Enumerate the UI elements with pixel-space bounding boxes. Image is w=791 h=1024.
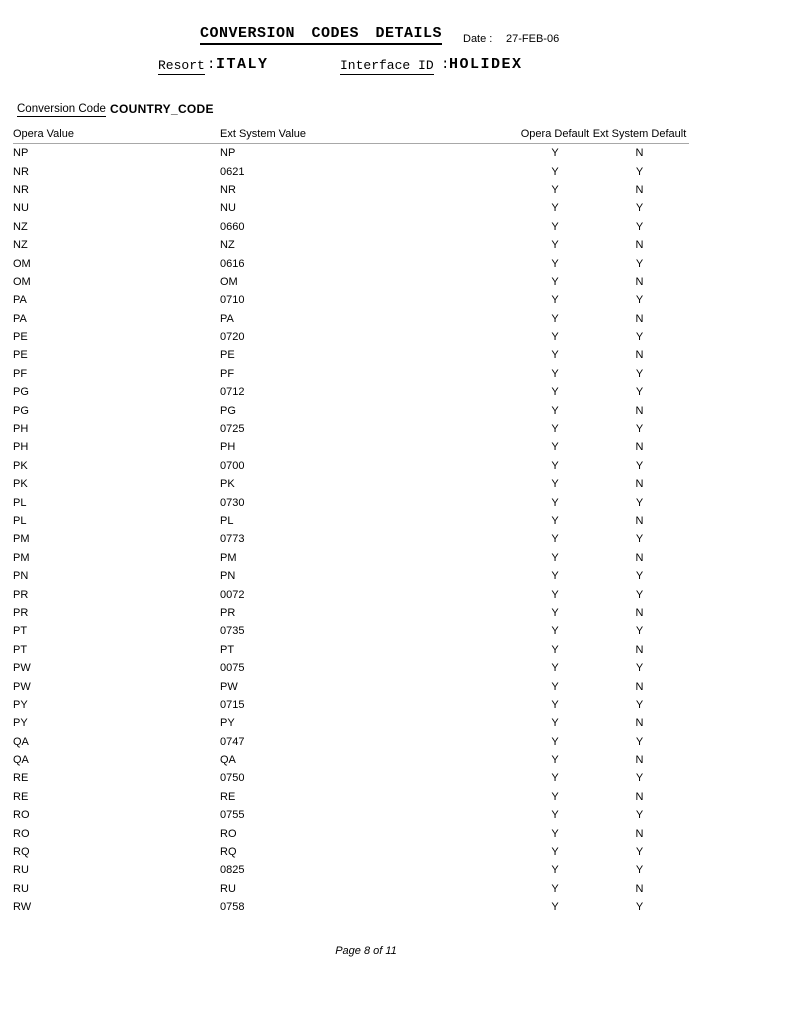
table-row [13, 861, 689, 879]
cell-opera-default: Y [551, 294, 559, 307]
cell-opera-value: PW [13, 680, 31, 693]
page-number: Page 8 of 11 [335, 945, 397, 957]
cell-ext-system-default: N [635, 404, 644, 417]
cell-opera-value: RE [13, 790, 29, 803]
cell-opera-value: RE [13, 772, 29, 785]
cell-opera-value: PW [13, 662, 31, 675]
cell-opera-default: Y [551, 404, 559, 417]
cell-ext-system-value: 0730 [220, 496, 245, 509]
table-row [13, 549, 689, 567]
cell-ext-system-default: N [635, 551, 644, 564]
cell-ext-system-default: N [635, 717, 644, 730]
cell-ext-system-default: Y [635, 331, 644, 344]
cell-ext-system-value: PL [220, 515, 234, 527]
cell-opera-default: Y [551, 827, 559, 840]
cell-ext-system-value: 0660 [220, 220, 245, 233]
table-row [13, 714, 689, 732]
cell-opera-default: Y [551, 882, 559, 895]
table-row [13, 457, 689, 475]
cell-opera-value: RQ [13, 846, 30, 859]
cell-opera-default: Y [551, 662, 559, 675]
cell-opera-default: Y [551, 312, 559, 325]
cell-opera-default: Y [551, 790, 559, 803]
cell-opera-value: PE [13, 331, 28, 344]
table-row [13, 733, 689, 751]
cell-ext-system-default: Y [635, 459, 644, 472]
cell-opera-default: Y [551, 754, 559, 767]
cell-ext-system-value: PK [220, 478, 235, 491]
cell-ext-system-default: Y [635, 386, 644, 399]
cell-opera-value: QA [13, 735, 29, 748]
cell-ext-system-value: PA [220, 312, 234, 325]
cell-ext-system-value: NZ [220, 239, 235, 252]
table-row [13, 769, 689, 787]
cell-ext-system-default: N [635, 349, 644, 362]
cell-ext-system-default: N [635, 790, 644, 803]
cell-opera-value: QA [13, 754, 29, 767]
conversion-table [13, 126, 689, 916]
cell-opera-default: Y [551, 202, 559, 215]
cell-ext-system-value: QA [220, 754, 236, 767]
cell-ext-system-default: Y [635, 809, 644, 822]
cell-ext-system-value: 0616 [220, 257, 245, 270]
conversion-table-body [13, 144, 689, 917]
cell-opera-default: Y [551, 349, 559, 362]
table-row [13, 144, 689, 163]
table-row [13, 641, 689, 659]
interface-id-value: HOLIDEX [449, 56, 523, 73]
cell-opera-value: PT [13, 625, 28, 638]
cell-ext-system-default: N [635, 827, 644, 840]
cell-ext-system-default: N [635, 147, 644, 160]
cell-ext-system-default: Y [635, 165, 644, 178]
cell-ext-system-default: N [635, 275, 644, 288]
cell-ext-system-value: OM [220, 275, 238, 288]
cell-opera-default: Y [551, 735, 559, 748]
table-row [13, 493, 689, 511]
cell-opera-value: PH [13, 423, 29, 436]
page-title: CONVERSION CODES DETAILS [200, 25, 442, 45]
cell-ext-system-value: 0825 [220, 864, 245, 877]
cell-opera-default: Y [551, 643, 559, 656]
cell-opera-default: Y [551, 147, 559, 160]
cell-ext-system-value: PR [220, 606, 236, 619]
cell-opera-value: PM [13, 551, 30, 564]
cell-opera-value: PL [13, 496, 27, 509]
cell-ext-system-value: 0712 [220, 386, 245, 399]
cell-ext-system-value: 0072 [220, 588, 245, 601]
cell-opera-default: Y [551, 423, 559, 436]
table-row [13, 236, 689, 254]
cell-opera-default: Y [551, 367, 559, 380]
cell-ext-system-value: RQ [220, 846, 237, 859]
column-header-ext-system-default: Ext System Default [590, 126, 689, 144]
cell-ext-system-value: PT [220, 643, 235, 656]
cell-ext-system-default: N [635, 680, 644, 693]
table-row [13, 567, 689, 585]
cell-ext-system-default: Y [635, 735, 644, 748]
table-row [13, 880, 689, 898]
cell-opera-default: Y [551, 551, 559, 564]
cell-ext-system-default: Y [635, 423, 644, 436]
cell-ext-system-default: Y [635, 294, 644, 307]
cell-ext-system-default: N [635, 478, 644, 491]
cell-opera-value: RO [13, 809, 30, 822]
cell-opera-value: PK [13, 478, 28, 491]
table-row [13, 328, 689, 346]
cell-opera-default: Y [551, 864, 559, 877]
table-row [13, 162, 689, 180]
table-row [13, 806, 689, 824]
cell-ext-system-default: Y [635, 772, 644, 785]
table-row [13, 199, 689, 217]
table-row [13, 273, 689, 291]
cell-opera-value: PH [13, 441, 29, 454]
table-row [13, 254, 689, 272]
cell-ext-system-default: N [635, 515, 644, 527]
cell-ext-system-value: 0758 [220, 901, 245, 914]
cell-opera-default: Y [551, 386, 559, 399]
cell-opera-default: Y [551, 331, 559, 344]
table-row [13, 824, 689, 842]
table-row [13, 659, 689, 677]
cell-opera-value: RU [13, 882, 29, 895]
cell-ext-system-default: N [635, 754, 644, 767]
column-header-opera-default: Opera Default [520, 126, 590, 144]
cell-ext-system-value: PH [220, 441, 236, 454]
cell-ext-system-default: N [635, 882, 644, 895]
cell-ext-system-value: 0750 [220, 772, 245, 785]
cell-opera-default: Y [551, 441, 559, 454]
cell-ext-system-default: Y [635, 846, 644, 859]
cell-opera-value: PY [13, 717, 28, 730]
cell-ext-system-value: PE [220, 349, 235, 362]
cell-opera-value: NP [13, 147, 29, 160]
cell-ext-system-default: Y [635, 257, 644, 270]
cell-ext-system-value: PF [220, 367, 235, 380]
cell-opera-default: Y [551, 478, 559, 491]
cell-opera-value: PA [13, 294, 27, 307]
cell-opera-value: PR [13, 606, 29, 619]
cell-opera-default: Y [551, 533, 559, 546]
cell-opera-value: PR [13, 588, 29, 601]
cell-ext-system-default: Y [635, 533, 644, 546]
date-value: 27-FEB-06 [506, 33, 560, 45]
cell-opera-value: PF [13, 367, 28, 380]
cell-opera-default: Y [551, 588, 559, 601]
resort-label: Resort [158, 58, 205, 73]
cell-opera-value: RU [13, 864, 29, 877]
table-row [13, 291, 689, 309]
table-row [13, 310, 689, 328]
column-header-opera-value: Opera Value [13, 126, 220, 144]
cell-ext-system-default: N [635, 312, 644, 325]
cell-opera-default: Y [551, 680, 559, 693]
cell-ext-system-value: 0700 [220, 459, 245, 472]
table-row [13, 401, 689, 419]
cell-ext-system-default: Y [635, 496, 644, 509]
cell-ext-system-value: 0715 [220, 698, 245, 711]
cell-opera-value: NZ [13, 220, 28, 233]
cell-ext-system-default: Y [635, 864, 644, 877]
cell-ext-system-value: PN [220, 570, 236, 583]
cell-opera-value: NZ [13, 239, 28, 252]
cell-opera-value: NR [13, 183, 29, 196]
cell-ext-system-default: N [635, 239, 644, 252]
cell-ext-system-default: N [635, 606, 644, 619]
cell-ext-system-default: Y [635, 570, 644, 583]
cell-opera-default: Y [551, 717, 559, 730]
cell-ext-system-value: 0747 [220, 735, 245, 748]
cell-opera-default: Y [551, 698, 559, 711]
table-row [13, 512, 689, 530]
table-row [13, 475, 689, 493]
resort-colon: : [207, 57, 216, 73]
cell-ext-system-value: 0621 [220, 165, 245, 178]
cell-opera-default: Y [551, 275, 559, 288]
cell-ext-system-value: 0735 [220, 625, 245, 638]
cell-ext-system-default: Y [635, 625, 644, 638]
table-row [13, 898, 689, 916]
cell-opera-value: PE [13, 349, 28, 362]
resort-value: ITALY [216, 56, 269, 73]
table-row [13, 181, 689, 199]
interface-id-label: Interface ID [340, 58, 434, 73]
cell-opera-default: Y [551, 901, 559, 914]
cell-opera-default: Y [551, 220, 559, 233]
cell-ext-system-value: NU [220, 202, 236, 215]
table-row [13, 218, 689, 236]
cell-ext-system-default: Y [635, 588, 644, 601]
cell-opera-default: Y [551, 570, 559, 583]
table-row [13, 438, 689, 456]
conversion-code-value: COUNTRY_CODE [110, 102, 214, 116]
cell-ext-system-value: NP [220, 147, 236, 160]
cell-opera-default: Y [551, 772, 559, 785]
cell-opera-default: Y [551, 239, 559, 252]
cell-ext-system-value: PM [220, 551, 237, 564]
conversion-table-container [13, 126, 689, 916]
column-header-ext-system-value: Ext System Value [220, 126, 520, 144]
cell-opera-value: PT [13, 643, 28, 656]
table-row [13, 585, 689, 603]
table-row [13, 365, 689, 383]
cell-ext-system-value: PY [220, 717, 235, 730]
cell-opera-default: Y [551, 165, 559, 178]
table-row [13, 788, 689, 806]
cell-opera-value: PY [13, 698, 28, 711]
cell-ext-system-default: Y [635, 202, 644, 215]
cell-ext-system-default: N [635, 441, 644, 454]
cell-opera-value: PN [13, 570, 29, 583]
table-row [13, 530, 689, 548]
cell-opera-value: PL [13, 515, 27, 527]
cell-opera-default: Y [551, 257, 559, 270]
table-row [13, 346, 689, 364]
cell-opera-value: PA [13, 312, 27, 325]
date-label: Date : [463, 33, 493, 45]
table-header-row [13, 126, 689, 144]
cell-ext-system-default: N [635, 183, 644, 196]
cell-ext-system-default: N [635, 643, 644, 656]
cell-opera-default: Y [551, 606, 559, 619]
table-row [13, 677, 689, 695]
cell-ext-system-value: PG [220, 404, 236, 417]
cell-opera-default: Y [551, 496, 559, 509]
table-row [13, 696, 689, 714]
table-row [13, 604, 689, 622]
cell-ext-system-default: Y [635, 220, 644, 233]
table-row [13, 420, 689, 438]
cell-opera-value: RO [13, 827, 30, 840]
cell-ext-system-value: RE [220, 790, 236, 803]
cell-opera-value: OM [13, 275, 31, 288]
cell-opera-value: NU [13, 202, 29, 215]
table-row [13, 622, 689, 640]
conversion-code-label: Conversion Code [17, 103, 106, 115]
cell-ext-system-default: Y [635, 698, 644, 711]
cell-opera-default: Y [551, 846, 559, 859]
cell-opera-default: Y [551, 183, 559, 196]
cell-opera-value: NR [13, 165, 29, 178]
cell-opera-value: OM [13, 257, 31, 270]
table-row [13, 843, 689, 861]
cell-ext-system-default: Y [635, 662, 644, 675]
interface-id-colon: : [441, 57, 450, 73]
cell-opera-default: Y [551, 809, 559, 822]
cell-ext-system-value: 0075 [220, 662, 245, 675]
table-row [13, 383, 689, 401]
cell-ext-system-value: 0755 [220, 809, 245, 822]
cell-ext-system-default: Y [635, 901, 644, 914]
cell-ext-system-value: RU [220, 882, 236, 895]
cell-ext-system-value: 0725 [220, 423, 245, 436]
cell-ext-system-value: 0720 [220, 331, 245, 344]
cell-opera-value: PK [13, 459, 28, 472]
table-row [13, 751, 689, 769]
cell-opera-value: RW [13, 901, 32, 914]
cell-ext-system-value: NR [220, 183, 236, 196]
cell-ext-system-value: 0773 [220, 533, 245, 546]
cell-ext-system-value: PW [220, 680, 238, 693]
cell-opera-value: PM [13, 533, 30, 546]
cell-ext-system-default: Y [635, 367, 644, 380]
cell-opera-default: Y [551, 625, 559, 638]
cell-opera-value: PG [13, 386, 29, 399]
cell-ext-system-value: 0710 [220, 294, 245, 307]
cell-opera-default: Y [551, 515, 559, 527]
cell-opera-value: PG [13, 404, 29, 417]
cell-ext-system-value: RO [220, 827, 237, 840]
cell-opera-default: Y [551, 459, 559, 472]
